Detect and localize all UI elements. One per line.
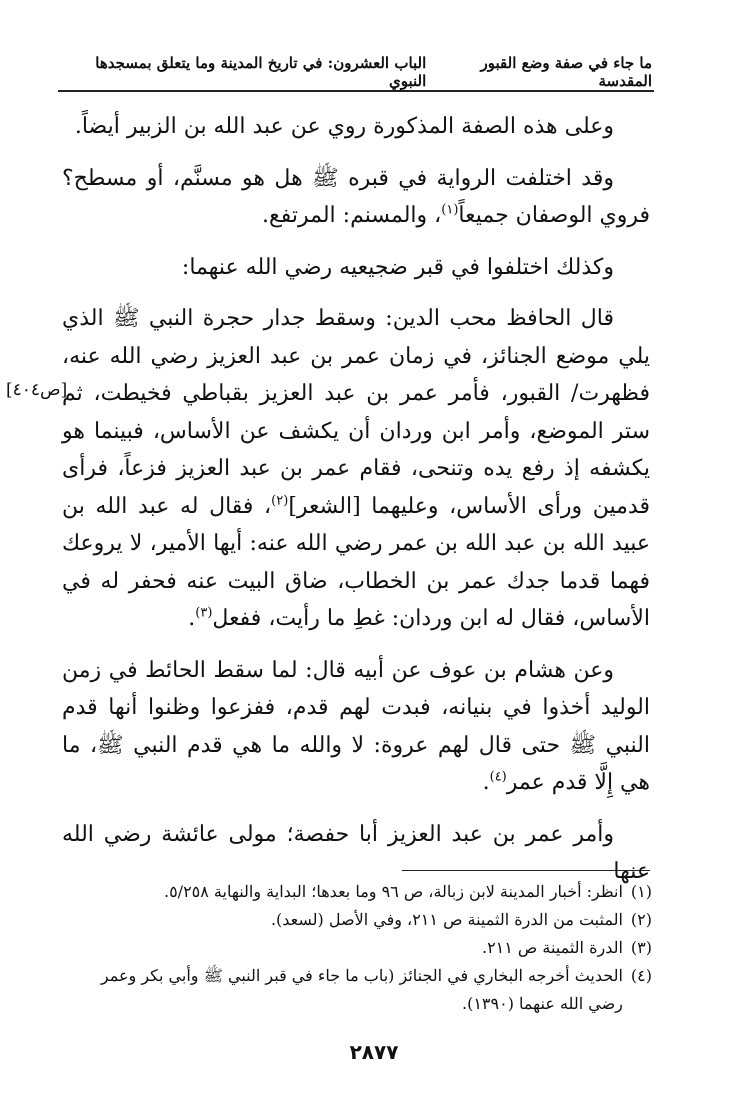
paragraph-3: وكذلك اختلفوا في قبر ضجيعيه رضي الله عنهما:	[181, 254, 614, 280]
footnote-4	[62, 962, 652, 1018]
paragraph-1: وعلى هذه الصفة المذكورة روي عن عبد الله بن الزبير أيضاً.	[74, 114, 614, 139]
footnote-ref-3[interactable]: (٣)	[195, 605, 213, 621]
paragraph-6: وأمر عمر بن عبد العزيز أبا حفصة؛ مولى عائشة رضي الله عنها	[62, 821, 650, 884]
paragraph-4: قال الحافظ محب الدين: وسقط جدار حجرة النبي ﷺ الذي يلي موضع الجنائز، في زمان عمر بن عبد العزيز رضي الله عنه، فظهرت/ القبور، فأمر عمر بن عبد العزيز بقباطي فخيطت، ثم ستر الموضع، وأمر ابن وردان أن يكشف عن الأساس، فبينما هو يكشفه إذ رفع يده وتنحى، فقام عمر بن عبد العزيز فزعاً، فرأى قدمين ورأى الأساس، وعليهما [الشعر]$^{(٢)}$، فقال له عبد الله بن عبيد الله بن عبد الله بن عمر رضي الله عنه: أيها الأمير، لا يروعك فهما قدما جدك عمر بن الخطاب، ضاق البيت عنه فحفر له في الأساس، فقال له ابن وردان: غطِ ما رأيت، ففعل$^{(٣)}$.	[62, 306, 651, 631]
footnote-ref-1[interactable]: (١)	[441, 202, 459, 218]
footnote-number: (١)	[630, 882, 652, 901]
page-number: ٢٨٧٧	[349, 1040, 399, 1064]
footnote-text: الحديث أخرجه البخاري في الجنائز (باب ما جاء في قبر النبي ﷺ وأبي بكر وعمر رضي الله عنهما (١٣٩٠).	[100, 966, 623, 1013]
footnote-number: (٢)	[630, 910, 652, 929]
footnote-ref-4[interactable]: (٤)	[489, 769, 507, 785]
footnote-number: (٣)	[630, 938, 652, 957]
footnote-1	[62, 878, 652, 906]
footnote-text: الدرة الثمينة ص ٢١١.	[481, 938, 623, 957]
footnote-3	[62, 934, 652, 962]
main-text	[62, 108, 650, 905]
header-divider	[58, 90, 654, 92]
footnote-ref-2[interactable]: (٢)	[271, 493, 289, 509]
footnote-text: المثبت من الدرة الثمينة ص ٢١١، وفي الأصل (لسعد).	[270, 910, 623, 929]
footnote-text: انظر: أخبار المدينة لابن زبالة، ص ٩٦ وما بعدها؛ البداية والنهاية ٥/٢٥٨.	[163, 882, 623, 901]
paragraph-5: وعن هشام بن عوف عن أبيه قال: لما سقط الحائط في زمن الوليد أخذوا في بنيانه، فبدت لهم قدم، ففزعوا وظنوا أنها قدم النبي ﷺ حتى قال لهم عروة: لا والله ما هي قدم النبي ﷺ، ما هي إِلَّا قدم عمر$^{(٤)}$.	[62, 657, 650, 795]
footnote-number: (٤)	[630, 966, 652, 985]
header-section-title: الباب العشرون: في تاريخ المدينة وما يتعلق بمسجدها النبوي	[95, 54, 427, 90]
footnotes	[62, 878, 652, 1018]
paragraph-2: وقد اختلفت الرواية في قبره ﷺ هل هو مسنَّم، أو مسطح؟ فروي الوصفان جميعاً$^{(١)}$، والمسنم: المرتفع.	[62, 165, 650, 228]
header-chapter-title: ما جاء في صفة وضع القبور المقدسة	[480, 54, 652, 90]
running-header	[60, 54, 652, 90]
footnote-divider	[402, 870, 650, 871]
footnote-2	[62, 906, 652, 934]
margin-page-note: [ص٤٠٤]	[6, 380, 68, 400]
